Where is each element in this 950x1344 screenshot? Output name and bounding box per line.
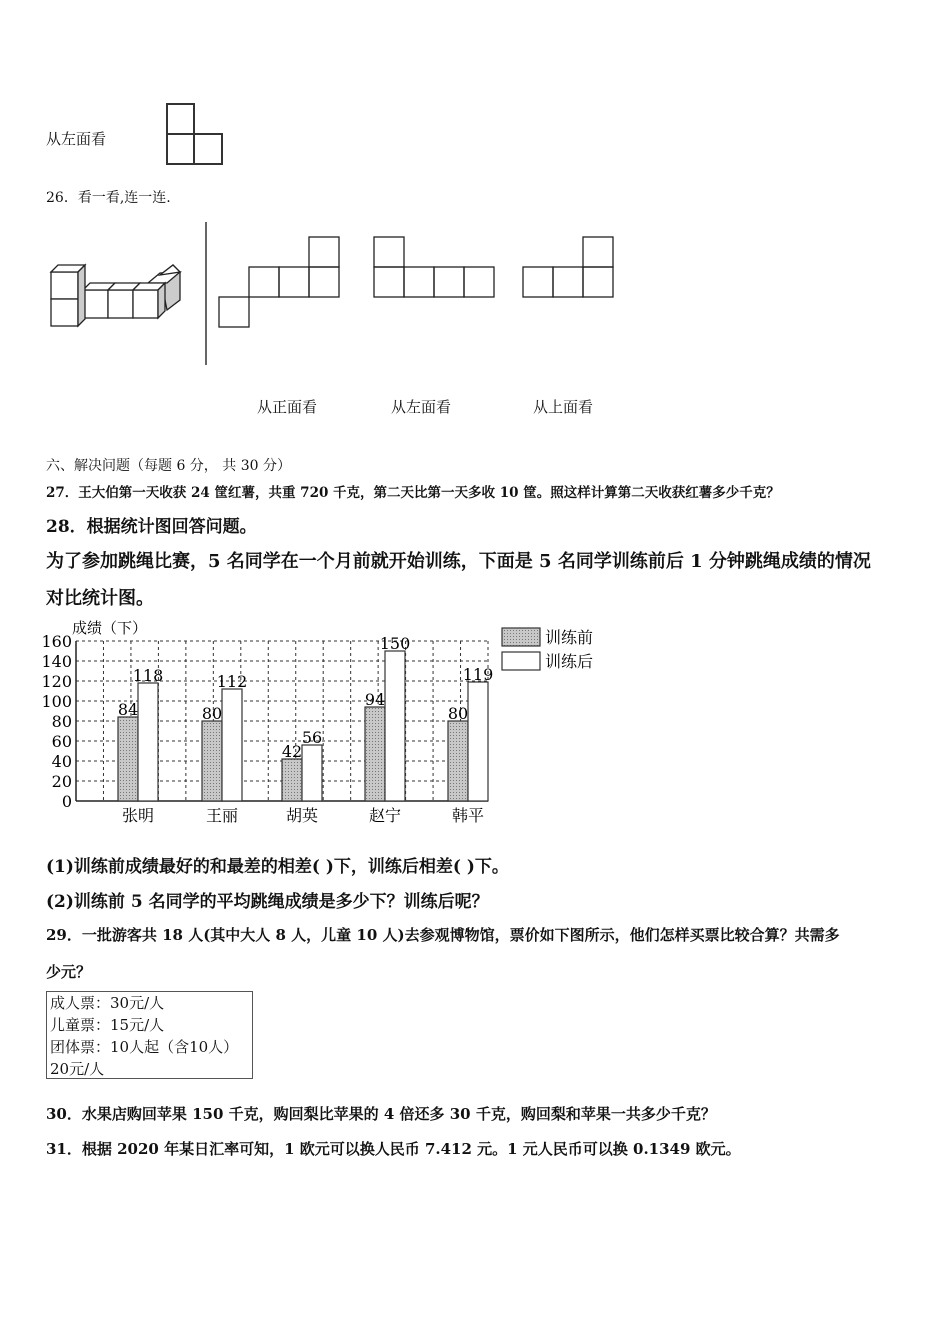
left-view-figure-q25 bbox=[167, 104, 222, 164]
view-label-front: 从正面看 bbox=[257, 398, 318, 416]
view-label-top: 从上面看 bbox=[533, 398, 594, 416]
question-31: 31．根据 2020 年某日汇率可知，1 欧元可以换人民币 7.412 元。1 元人民币可以换 0.1349 欧元。 bbox=[46, 1140, 741, 1158]
question-29-line-1: 29．一批游客共 18 人(其中大人 8 人，儿童 10 人)去参观博物馆，票价如下图所示，他们怎样买票比较合算？共需多 bbox=[46, 926, 840, 944]
bar-before bbox=[282, 759, 302, 801]
legend-label: 训练前 bbox=[545, 628, 594, 647]
bar-value-label: 56 bbox=[301, 728, 323, 747]
view-option-2 bbox=[374, 237, 494, 297]
bar-value-label: 119 bbox=[462, 665, 494, 684]
question-28-sub-1: (1)训练前成绩最好的和最差的相差( )下，训练后相差( )下。 bbox=[46, 857, 509, 877]
child-ticket-price: 儿童票：15元/人 bbox=[50, 1016, 165, 1034]
bar-value-label: 80 bbox=[447, 704, 469, 723]
x-tick-label: 胡英 bbox=[285, 806, 319, 825]
left-view-label: 从左面看 bbox=[46, 130, 107, 148]
y-tick-label: 0 bbox=[61, 792, 72, 811]
question-26-title: 26．看一看,连一连. bbox=[46, 190, 171, 206]
y-tick-label: 100 bbox=[41, 692, 72, 711]
bar-before bbox=[118, 717, 138, 801]
legend-swatch bbox=[502, 628, 540, 646]
bar-chart bbox=[41, 619, 593, 825]
x-tick-label: 王丽 bbox=[205, 806, 239, 825]
question-28-title: 28．根据统计图回答问题。 bbox=[46, 517, 257, 537]
bar-before bbox=[202, 721, 222, 801]
cube-solid-figure bbox=[51, 265, 180, 326]
bar-value-label: 84 bbox=[117, 700, 139, 719]
view-label-left: 从左面看 bbox=[391, 398, 452, 416]
group-ticket-rule: 团体票：10人起（含10人） bbox=[50, 1038, 239, 1056]
y-tick-label: 80 bbox=[51, 712, 72, 731]
legend-swatch bbox=[502, 652, 540, 670]
bar-after bbox=[302, 745, 322, 801]
y-tick-label: 40 bbox=[51, 752, 72, 771]
ticket-price-box bbox=[46, 991, 253, 1079]
y-tick-label: 60 bbox=[51, 732, 72, 751]
question-28-sub-2: (2)训练前 5 名同学的平均跳绳成绩是多少下？训练后呢？ bbox=[46, 892, 489, 912]
view-option-1 bbox=[219, 237, 339, 327]
adult-ticket-price: 成人票：30元/人 bbox=[50, 994, 165, 1012]
bar-after bbox=[468, 682, 488, 801]
bar-value-label: 80 bbox=[201, 704, 223, 723]
bar-value-label: 150 bbox=[379, 634, 411, 653]
y-tick-label: 140 bbox=[41, 652, 72, 671]
x-tick-label: 赵宁 bbox=[368, 806, 402, 825]
y-tick-label: 120 bbox=[41, 672, 72, 691]
question-30: 30．水果店购回苹果 150 千克，购回梨比苹果的 4 倍还多 30 千克，购回梨和苹果一共多少千克？ bbox=[46, 1105, 716, 1123]
bar-after bbox=[222, 689, 242, 801]
bar-value-label: 42 bbox=[281, 742, 303, 761]
y-tick-label: 160 bbox=[41, 632, 72, 651]
bar-value-label: 112 bbox=[216, 672, 248, 691]
y-tick-label: 20 bbox=[51, 772, 72, 791]
view-option-3 bbox=[523, 237, 613, 297]
y-axis-title: 成绩（下） bbox=[72, 619, 148, 637]
legend-label: 训练后 bbox=[545, 652, 594, 671]
x-tick-label: 张明 bbox=[121, 806, 155, 825]
bar-after bbox=[385, 651, 405, 801]
bar-value-label: 94 bbox=[364, 690, 386, 709]
bar-before bbox=[448, 721, 468, 801]
bar-after bbox=[138, 683, 158, 801]
question-29-line-2: 少元？ bbox=[46, 963, 92, 981]
question-28-intro-2: 对比统计图。 bbox=[46, 588, 154, 609]
x-tick-label: 韩平 bbox=[451, 806, 485, 825]
bar-value-label: 118 bbox=[132, 666, 164, 685]
bar-before bbox=[365, 707, 385, 801]
group-ticket-price: 20元/人 bbox=[50, 1060, 105, 1078]
section-6-title: 六、解决问题（每题 6 分， 共 30 分） bbox=[46, 458, 291, 474]
question-27: 27．王大伯第一天收获 24 筐红薯，共重 720 千克，第二天比第一天多收 10 筐。照这样计算第二天收获红薯多少千克？ bbox=[46, 485, 780, 501]
question-28-intro-1: 为了参加跳绳比赛，5 名同学在一个月前就开始训练，下面是 5 名同学训练前后 1 分钟跳绳成绩的情况 bbox=[46, 551, 871, 572]
